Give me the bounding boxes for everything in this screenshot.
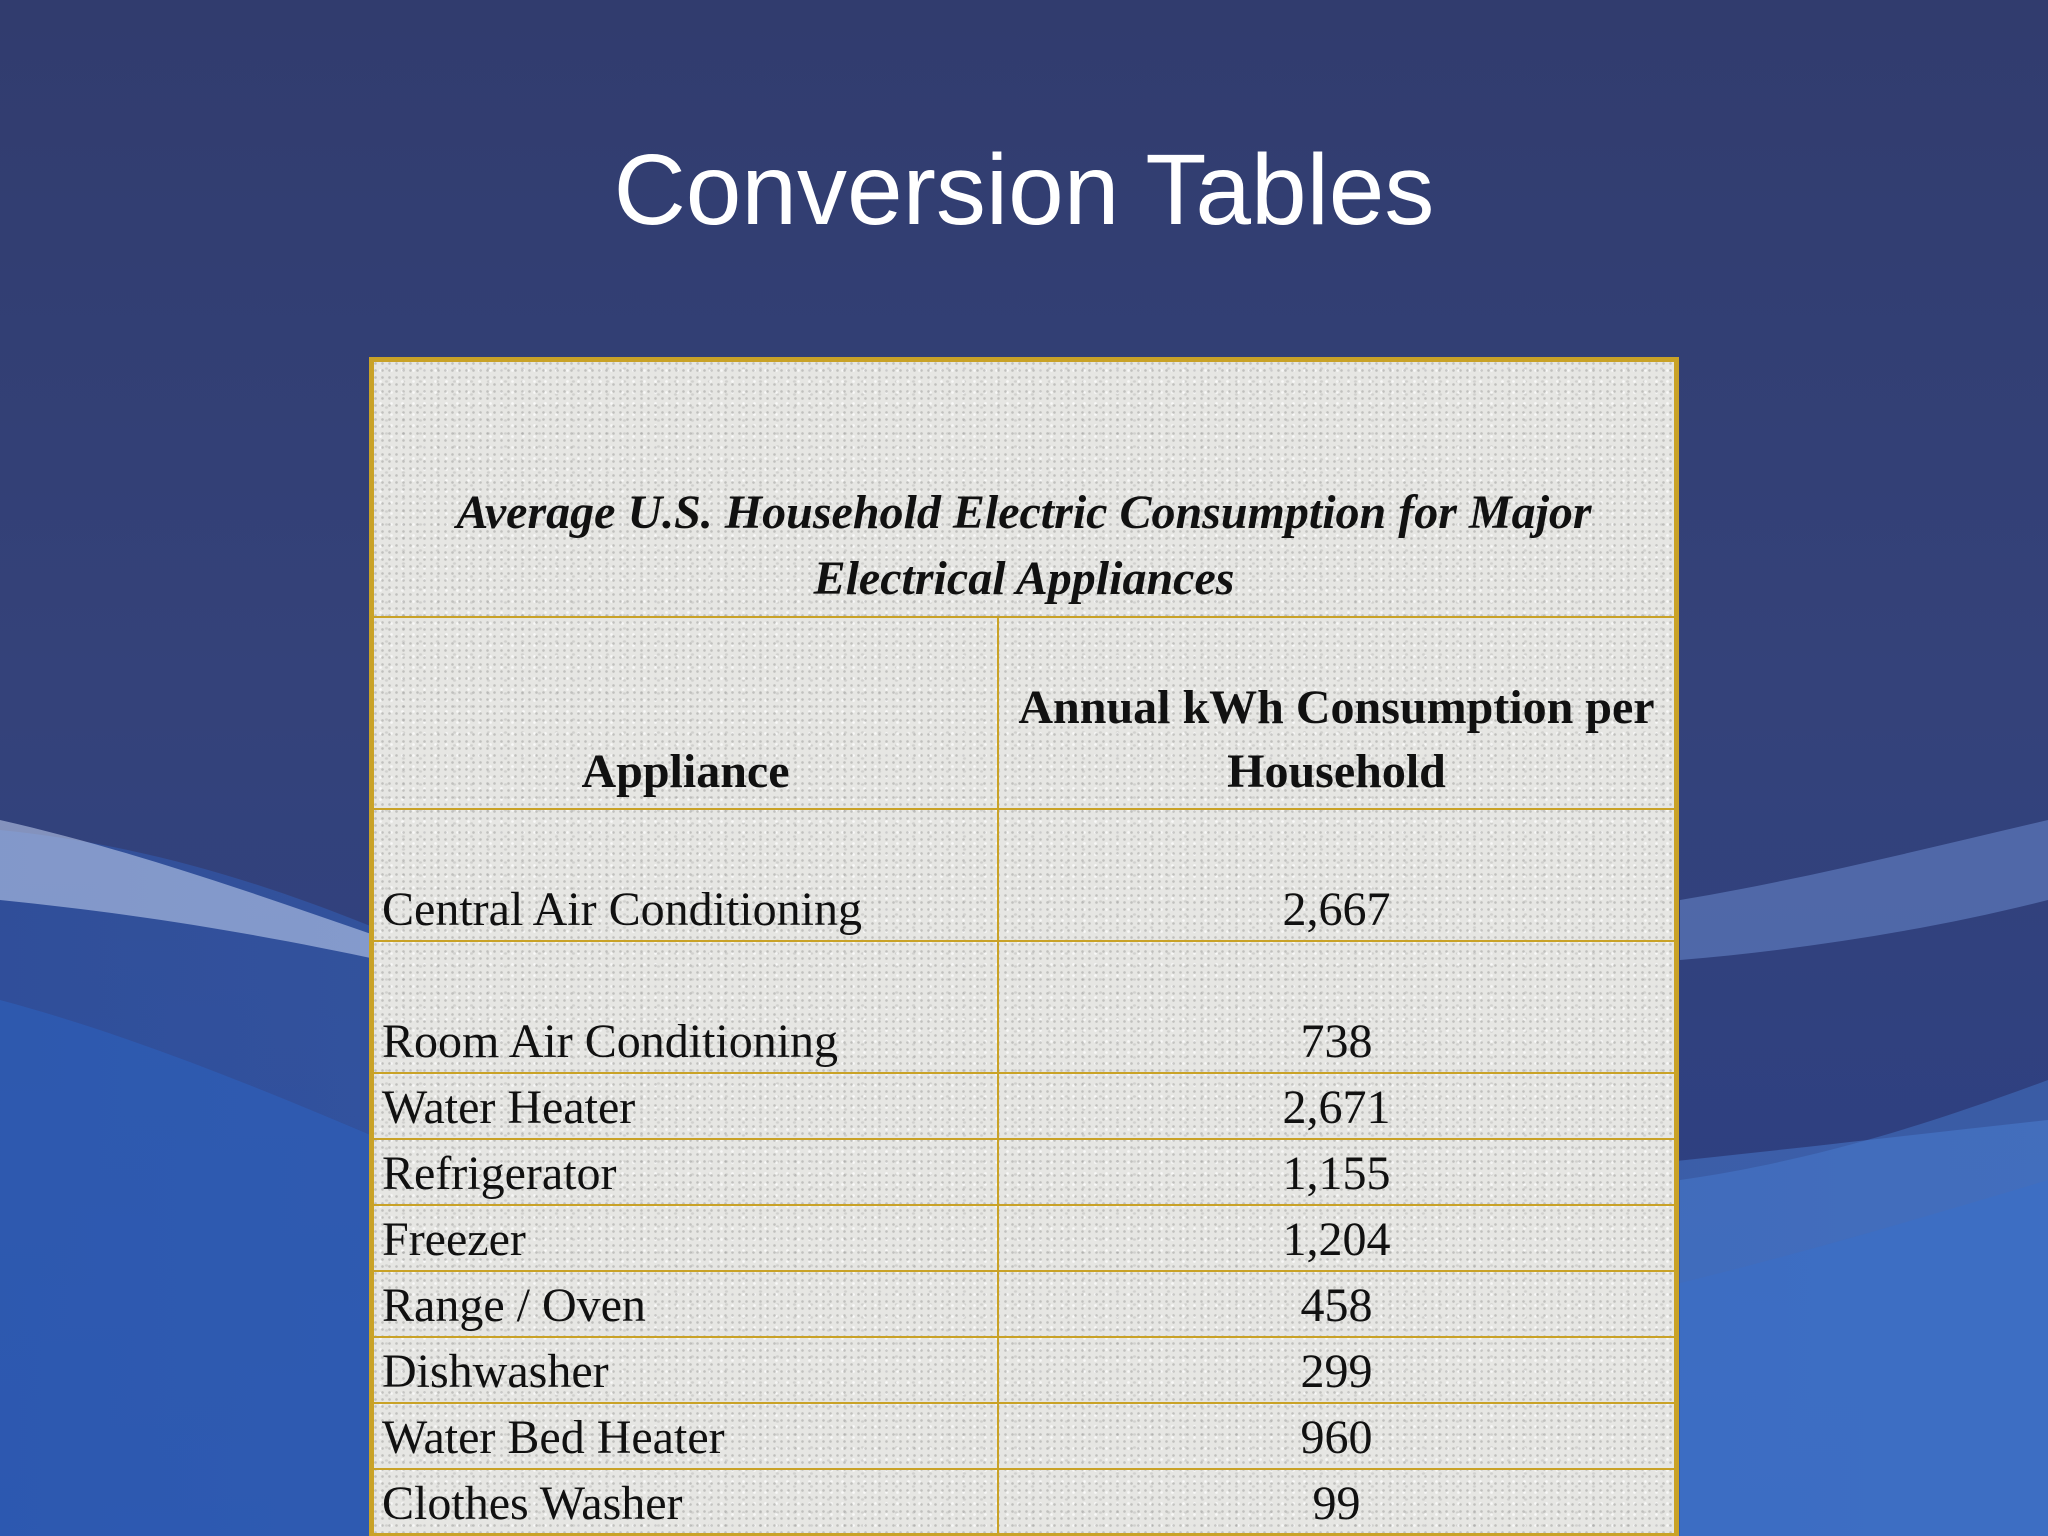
appliance-name: Room Air Conditioning	[373, 941, 998, 1073]
slide-title: Conversion Tables	[613, 134, 1435, 246]
appliance-name: Water Heater	[373, 1073, 998, 1139]
table-caption: Average U.S. Household Electric Consumption for Major Electrical Appliances	[373, 361, 1675, 617]
appliance-name: Range / Oven	[373, 1271, 998, 1337]
appliance-name: Refrigerator	[373, 1139, 998, 1205]
header-appliance: Appliance	[373, 617, 998, 809]
kwh-value: 1,204	[998, 1205, 1675, 1271]
appliance-name: Freezer	[373, 1205, 998, 1271]
header-consumption: Annual kWh Consumption per Household	[998, 617, 1675, 809]
table-header-row	[373, 617, 1675, 809]
appliance-name: Central Air Conditioning	[373, 809, 998, 941]
kwh-value: 2,671	[998, 1073, 1675, 1139]
table-grid	[372, 360, 1676, 1536]
kwh-value: 2,667	[998, 809, 1675, 941]
appliance-name: Water Bed Heater	[373, 1403, 998, 1469]
table-row	[373, 1403, 1675, 1469]
table-row	[373, 1469, 1675, 1535]
consumption-table	[369, 357, 1679, 1536]
table-row	[373, 1139, 1675, 1205]
kwh-value: 458	[998, 1271, 1675, 1337]
table-row	[373, 809, 1675, 941]
table-row	[373, 941, 1675, 1073]
table-row	[373, 1271, 1675, 1337]
kwh-value: 738	[998, 941, 1675, 1073]
table-row	[373, 1073, 1675, 1139]
table-row	[373, 1205, 1675, 1271]
kwh-value: 1,155	[998, 1139, 1675, 1205]
table-row	[373, 1337, 1675, 1403]
appliance-name: Clothes Washer	[373, 1469, 998, 1535]
appliance-name: Dishwasher	[373, 1337, 998, 1403]
table-caption-row	[373, 361, 1675, 617]
kwh-value: 960	[998, 1403, 1675, 1469]
kwh-value: 299	[998, 1337, 1675, 1403]
kwh-value: 99	[998, 1469, 1675, 1535]
